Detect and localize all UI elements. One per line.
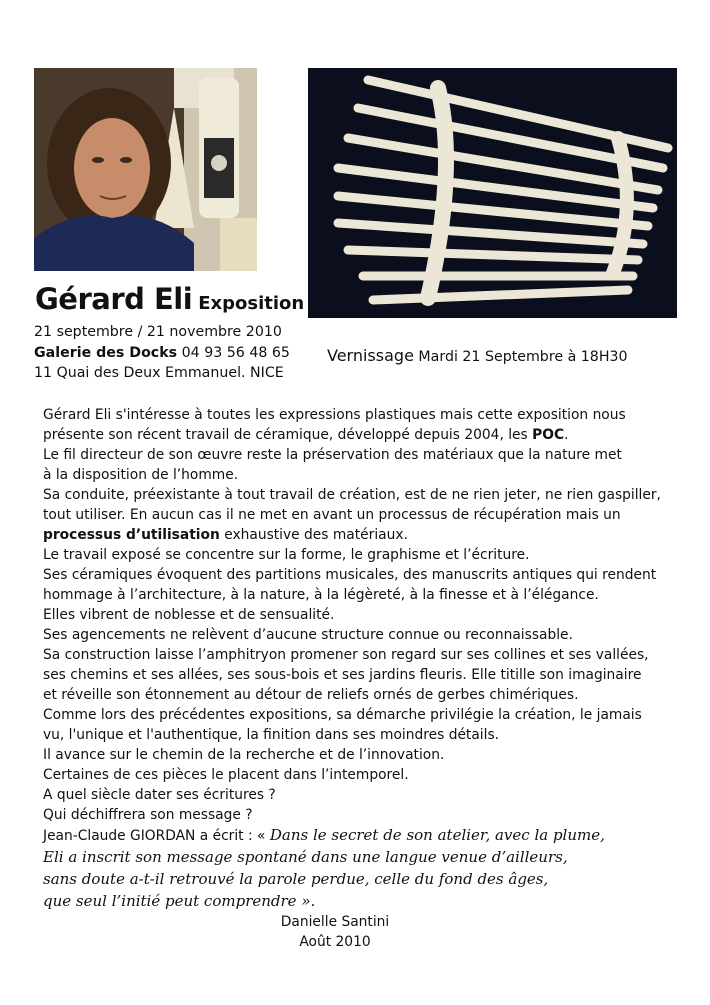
exhibition-info	[34, 322, 290, 384]
quote-line: Eli a inscrit son message spontané dans une langue venue d’ailleurs,	[43, 848, 568, 866]
paragraph-line: Ses agencements ne relèvent d’aucune structure connue ou reconnaissable.	[43, 627, 573, 643]
vernissage-word: Vernissage	[327, 346, 414, 365]
exhibition-dates: 21 septembre / 21 novembre 2010	[34, 324, 282, 340]
text-fragment: présente son récent travail de céramique, développé depuis 2004, les	[43, 427, 533, 443]
poc-term: POC	[532, 427, 565, 443]
text-fragment: Jean-Claude GIORDAN a écrit : «	[43, 828, 270, 844]
paragraph-line: Le travail exposé se concentre sur la forme, le graphisme et l’écriture.	[43, 547, 530, 563]
quote-text: Dans le secret de son atelier, avec la plume,	[269, 826, 605, 844]
paragraph-line	[43, 425, 683, 445]
ceramic-artwork-photo	[308, 68, 677, 318]
exhibition-title	[35, 282, 304, 316]
vernissage-date: Mardi 21 Septembre à 18H30	[418, 349, 628, 365]
text-fragment: .	[564, 427, 569, 443]
paragraph-line: Certaines de ces pièces le placent dans l’intemporel.	[43, 767, 409, 783]
text-fragment: exhaustive des matériaux.	[219, 527, 408, 543]
paragraph-line: ses chemins et ses allées, ses sous-bois et ses jardins fleuris. Elle titille son imaginaire	[43, 667, 642, 683]
gallery-name: Galerie des Docks	[34, 344, 178, 361]
signature-date: Août 2010	[299, 934, 371, 950]
paragraph-line: Comme lors des précédentes expositions, sa démarche privilégie la création, le jamais	[43, 707, 642, 723]
paragraph-line: Sa construction laisse l’amphitryon promener son regard sur ses collines et ses vallées,	[43, 647, 649, 663]
portrait-illustration	[34, 68, 257, 271]
artist-name: Gérard Eli	[35, 282, 193, 316]
exhibition-description	[43, 405, 683, 912]
paragraph-line: Qui déchiffrera son message ?	[43, 807, 253, 823]
artwork-illustration	[308, 68, 677, 318]
gallery-phone: 04 93 56 48 65	[181, 344, 290, 361]
paragraph-line: Elles vibrent de noblesse et de sensualité.	[43, 607, 335, 623]
paragraph-line: Gérard Eli s'intéresse à toutes les expressions plastiques mais cette exposition nous	[43, 407, 626, 423]
paragraph-line: tout utiliser. En aucun cas il ne met en avant un processus de récupération mais un	[43, 507, 621, 523]
signature-block	[0, 912, 670, 952]
quote-line: sans doute a-t-il retrouvé la parole perdue, celle du fond des âges,	[43, 870, 549, 888]
paragraph-line: hommage à l’architecture, à la nature, à la légèreté, à la finesse et à l’élégance.	[43, 587, 599, 603]
paragraph-line: A quel siècle dater ses écritures ?	[43, 787, 276, 803]
paragraph-line: Sa conduite, préexistante à tout travail de création, est de ne rien jeter, ne rien gaspiller,	[43, 487, 661, 503]
paragraph-line: vu, l'unique et l'authentique, la finition dans ses moindres détails.	[43, 727, 500, 743]
gallery-address: 11 Quai des Deux Emmanuel. NICE	[34, 365, 284, 381]
processus-term: processus d’utilisation	[43, 527, 220, 543]
paragraph-line: Ses céramiques évoquent des partitions musicales, des manuscrits antiques qui rendent	[43, 567, 657, 583]
paragraph-line: Le fil directeur de son œuvre reste la préservation des matériaux que la nature met	[43, 447, 622, 463]
paragraph-line	[43, 525, 683, 545]
artist-portrait-photo	[34, 68, 257, 271]
paragraph-line: Il avance sur le chemin de la recherche et de l’innovation.	[43, 747, 445, 763]
paragraph-line: à la disposition de l’homme.	[43, 467, 239, 483]
paragraph-line	[43, 825, 683, 846]
signature-author: Danielle Santini	[280, 914, 390, 930]
paragraph-line: et réveille son étonnement au détour de reliefs ornés de gerbes chimériques.	[43, 687, 579, 703]
exposition-label: Exposition	[198, 293, 305, 314]
vernissage-line	[327, 346, 628, 365]
quote-line: que seul l’initié peut comprendre ».	[43, 892, 316, 910]
gallery-line	[34, 343, 290, 364]
